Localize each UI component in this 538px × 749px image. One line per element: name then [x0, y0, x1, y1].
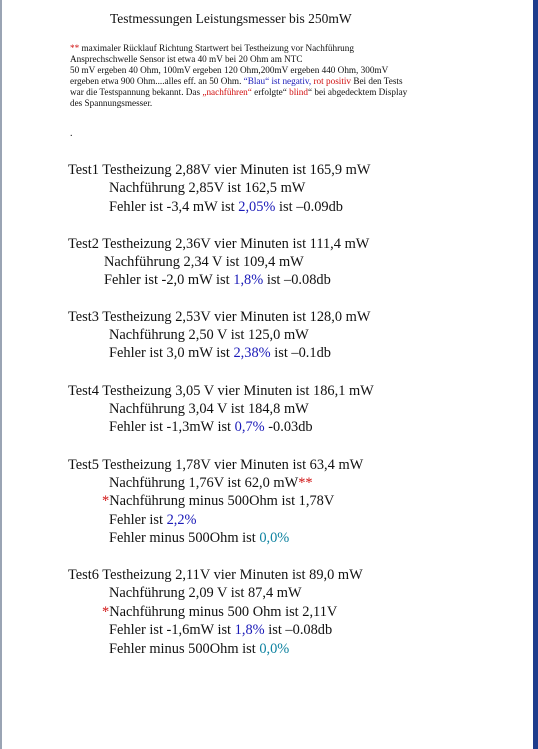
test2-tracking: Nachführung 2,34 V ist 109,4 mW [104, 254, 304, 270]
asterisk-marker: * [102, 493, 110, 509]
test1-tracking: Nachführung 2,85V ist 162,5 mW [109, 180, 306, 196]
test6-zero-percent: 0,0% [259, 641, 290, 657]
test3-error: Fehler ist 3,0 mW ist 2,38% ist –0.1db [109, 345, 331, 361]
test6-error: Fehler ist -1,6mW ist 1,8% ist –0.08db [109, 622, 333, 638]
test3-error-percent: 2,38% [233, 345, 271, 361]
test3-tracking: Nachführung 2,50 V ist 125,0 mW [109, 327, 309, 343]
test5-zero-percent: 0,0% [259, 530, 290, 546]
test3-heading: Test3 Testheizung 2,53V vier Minuten ist 128,0 mW [68, 309, 371, 325]
test4-heading: Test4 Testheizung 3,05 V vier Minuten ist 186,1 mW [68, 383, 374, 399]
test5-tracking: Nachführung 1,76V ist 62,0 mW** [109, 475, 313, 491]
separator-dot: . [70, 128, 73, 139]
test6-error-minus-500: Fehler minus 500Ohm ist 0,0% [109, 641, 290, 657]
double-asterisk-marker: ** [70, 43, 80, 53]
test5-error-minus-500: Fehler minus 500Ohm ist 0,0% [109, 530, 290, 546]
test6-tracking-minus-500: *Nachführung minus 500 Ohm ist 2,11V [102, 604, 338, 620]
test2-error-percent: 1,8% [233, 272, 264, 288]
test6-tracking: Nachführung 2,09 V ist 87,4 mW [109, 585, 302, 601]
double-asterisk-marker: ** [298, 475, 313, 491]
word-nachfuehren: „nachführen“ [202, 87, 252, 97]
window-right-frame [533, 0, 538, 749]
document-title: Testmessungen Leistungsmesser bis 250mW [110, 11, 352, 26]
word-blind: blind [289, 87, 308, 97]
test2-error: Fehler ist -2,0 mW ist 1,8% ist –0.08db [104, 272, 331, 288]
test5-heading: Test5 Testheizung 1,78V vier Minuten ist 63,4 mW [68, 457, 364, 473]
test2-heading: Test2 Testheizung 2,36V vier Minuten ist 111,4 mW [68, 236, 370, 252]
intro-line-6: des Spannungsmesser. [70, 98, 153, 108]
test5-tracking-minus-500: *Nachführung minus 500Ohm ist 1,78V [102, 493, 335, 509]
test4-tracking: Nachführung 3,04 V ist 184,8 mW [109, 401, 309, 417]
test1-error-percent: 2,05% [238, 199, 276, 215]
test6-error-percent: 1,8% [234, 622, 265, 638]
test5-error-percent: 2,2% [166, 512, 197, 528]
test4-error-percent: 0,7% [234, 419, 265, 435]
intro-paragraph [70, 43, 480, 109]
intro-line-2: Ansprechschwelle Sensor ist etwa 40 mV bei 20 Ohm am NTC [70, 54, 303, 64]
asterisk-marker: * [102, 604, 110, 620]
intro-line-4: ergeben etwa 900 Ohm....alles eff. an 50 Ohm. “Blau“ ist negativ, rot positiv Bei den Tests [70, 76, 403, 86]
test1-error: Fehler ist -3,4 mW ist 2,05% ist –0.09db [109, 199, 343, 215]
test6-heading: Test6 Testheizung 2,11V vier Minuten ist 89,0 mW [68, 567, 363, 583]
document-page [2, 0, 533, 749]
legend-blue-negative: “Blau“ ist negativ, [243, 76, 312, 86]
test5-error: Fehler ist 2,2% [109, 512, 197, 528]
test1-heading: Test1 Testheizung 2,88V vier Minuten ist 165,9 mW [68, 162, 371, 178]
intro-line-1: ** maximaler Rücklauf Richtung Startwert bei Testheizung vor Nachführung [70, 43, 354, 53]
intro-line-5: war die Testspannung bekannt. Das „nachführen“ erfolgte“ blind“ bei abgedecktem Display [70, 87, 408, 97]
intro-line-3: 50 mV ergeben 40 Ohm, 100mV ergeben 120 Ohm,200mV ergeben 440 Ohm, 300mV [70, 65, 389, 75]
test4-error: Fehler ist -1,3mW ist 0,7% -0.03db [109, 419, 313, 435]
legend-red-positive: rot positiv [313, 76, 352, 86]
